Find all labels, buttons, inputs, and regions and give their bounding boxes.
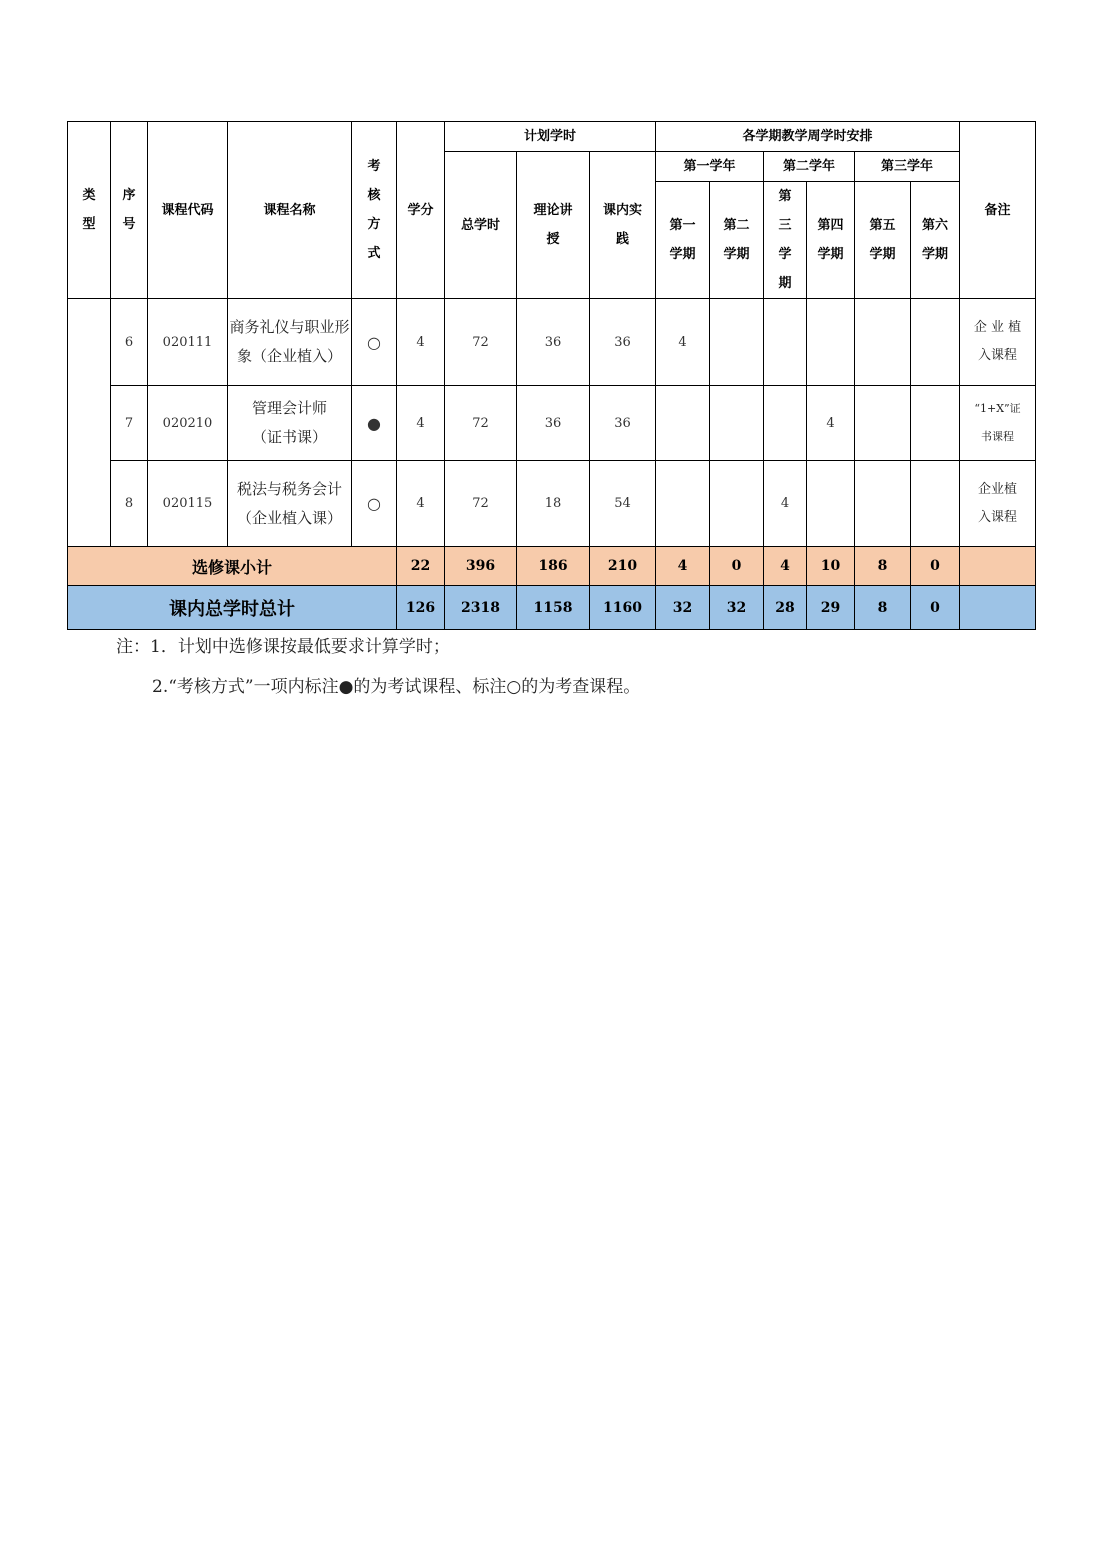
- header-assess: 考 核 方 式: [352, 122, 397, 299]
- name-cell: 税法与税务会计（企业植入课）: [228, 461, 352, 547]
- subtotal-s4: 10: [807, 547, 855, 586]
- header-year1: 第一学年: [656, 152, 764, 182]
- subtotal-s3: 4: [764, 547, 807, 586]
- subtotal-label: 选修课小计: [68, 547, 397, 586]
- subtotal-s2: 0: [710, 547, 764, 586]
- name-cell: 管理会计师（证书课）: [228, 386, 352, 461]
- header-semester-6: 第六 学期: [911, 182, 960, 299]
- table-row: [68, 461, 1036, 547]
- theory-cell: 36: [517, 386, 590, 461]
- s6-cell: [911, 461, 960, 547]
- code-cell: 020115: [148, 461, 228, 547]
- practice-cell: 36: [590, 299, 656, 386]
- s2-cell: [710, 461, 764, 547]
- assess-cell: ●: [352, 386, 397, 461]
- credit-cell: 4: [397, 461, 445, 547]
- grand-total-theory: 1158: [517, 586, 590, 630]
- grand-total-practice: 1160: [590, 586, 656, 630]
- credit-cell: 4: [397, 386, 445, 461]
- header-semester-4: 第四 学期: [807, 182, 855, 299]
- theory-cell: 18: [517, 461, 590, 547]
- subtotal-s6: 0: [911, 547, 960, 586]
- grand-total-s5: 8: [855, 586, 911, 630]
- total-cell: 72: [445, 299, 517, 386]
- table-row: [68, 299, 1036, 386]
- s5-cell: [855, 299, 911, 386]
- s3-cell: 4: [764, 461, 807, 547]
- total-cell: 72: [445, 461, 517, 547]
- header-remark: 备注: [960, 122, 1036, 299]
- name-cell: 商务礼仪与职业形象（企业植入）: [228, 299, 352, 386]
- grand-total-s2: 32: [710, 586, 764, 630]
- header-code: 课程代码: [148, 122, 228, 299]
- type-cell: [68, 299, 111, 547]
- course-plan-table: [67, 121, 1036, 630]
- header-name: 课程名称: [228, 122, 352, 299]
- header-total-hours: 总学时: [445, 152, 517, 299]
- subtotal-remark: [960, 547, 1036, 586]
- header-semester-5: 第五 学期: [855, 182, 911, 299]
- s3-cell: [764, 386, 807, 461]
- s4-cell: 4: [807, 386, 855, 461]
- grand-total-s3: 28: [764, 586, 807, 630]
- remark-cell: 企业植入课程: [960, 461, 1036, 547]
- grand-total-total: 2318: [445, 586, 517, 630]
- s5-cell: [855, 386, 911, 461]
- header-year3: 第三学年: [855, 152, 960, 182]
- s6-cell: [911, 386, 960, 461]
- header-theory: 理论讲 授: [517, 152, 590, 299]
- header-seq: 序 号: [111, 122, 148, 299]
- seq-cell: 8: [111, 461, 148, 547]
- practice-cell: 54: [590, 461, 656, 547]
- header-type: 类 型: [68, 122, 111, 299]
- grand-total-row: [68, 586, 1036, 630]
- grand-total-s6: 0: [911, 586, 960, 630]
- header-semester-1: 第一 学期: [656, 182, 710, 299]
- subtotal-credit: 22: [397, 547, 445, 586]
- seq-cell: 7: [111, 386, 148, 461]
- subtotal-s1: 4: [656, 547, 710, 586]
- subtotal-theory: 186: [517, 547, 590, 586]
- grand-total-credit: 126: [397, 586, 445, 630]
- assess-cell: ○: [352, 461, 397, 547]
- s4-cell: [807, 461, 855, 547]
- code-cell: 020210: [148, 386, 228, 461]
- s1-cell: [656, 461, 710, 547]
- subtotal-total: 396: [445, 547, 517, 586]
- s1-cell: 4: [656, 299, 710, 386]
- s3-cell: [764, 299, 807, 386]
- code-cell: 020111: [148, 299, 228, 386]
- s5-cell: [855, 461, 911, 547]
- header-semester-arrangement: 各学期教学周学时安排: [656, 122, 960, 152]
- s2-cell: [710, 299, 764, 386]
- subtotal-row: [68, 547, 1036, 586]
- s4-cell: [807, 299, 855, 386]
- grand-total-remark: [960, 586, 1036, 630]
- total-cell: 72: [445, 386, 517, 461]
- header-credit: 学分: [397, 122, 445, 299]
- subtotal-practice: 210: [590, 547, 656, 586]
- s6-cell: [911, 299, 960, 386]
- assess-cell: ○: [352, 299, 397, 386]
- theory-cell: 36: [517, 299, 590, 386]
- header-semester-2: 第二 学期: [710, 182, 764, 299]
- credit-cell: 4: [397, 299, 445, 386]
- practice-cell: 36: [590, 386, 656, 461]
- header-year2: 第二学年: [764, 152, 855, 182]
- header-plan-hours: 计划学时: [445, 122, 656, 152]
- grand-total-label: 课内总学时总计: [68, 586, 397, 630]
- remark-cell: 企 业 植 入课程: [960, 299, 1036, 386]
- header-semester-3: 第 三 学 期: [764, 182, 807, 299]
- table-row: [68, 386, 1036, 461]
- s1-cell: [656, 386, 710, 461]
- remark-cell: “1+X”证书课程: [960, 386, 1036, 461]
- seq-cell: 6: [111, 299, 148, 386]
- s2-cell: [710, 386, 764, 461]
- grand-total-s1: 32: [656, 586, 710, 630]
- grand-total-s4: 29: [807, 586, 855, 630]
- note-line-2: 2.“考核方式”一项内标注●的为考试课程、标注○的为考查课程。: [152, 677, 641, 697]
- subtotal-s5: 8: [855, 547, 911, 586]
- header-practice: 课内实 践: [590, 152, 656, 299]
- note-line-1: 注：1．计划中选修课按最低要求计算学时；: [116, 637, 450, 657]
